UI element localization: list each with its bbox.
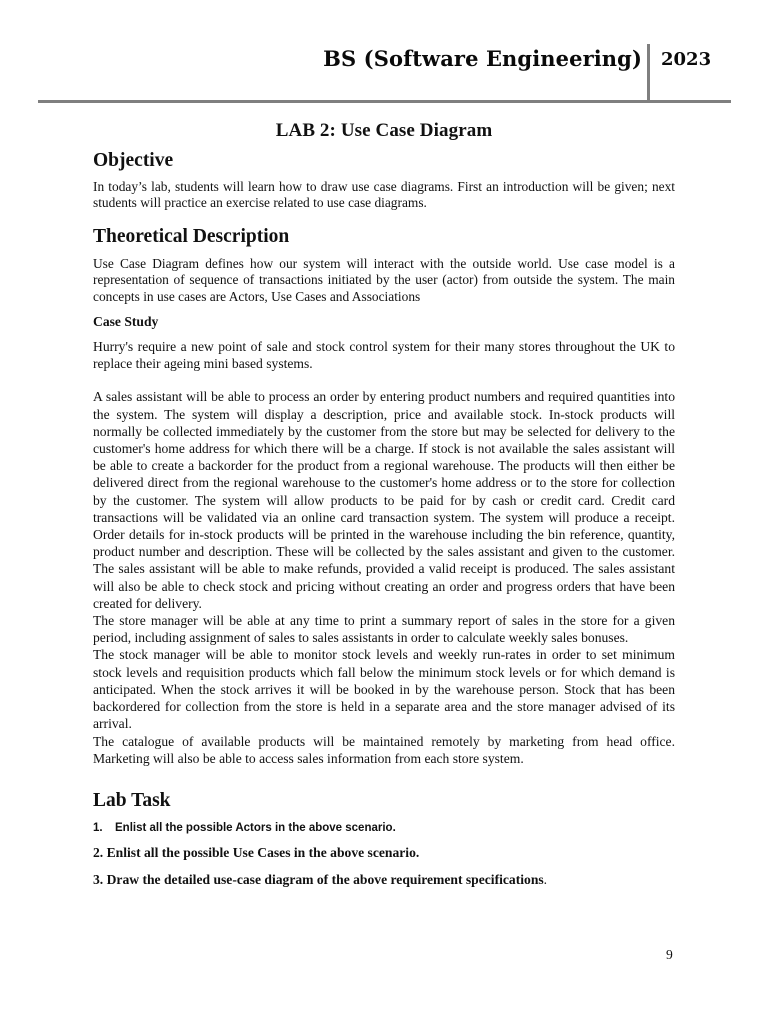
objective-heading: Objective	[93, 150, 174, 171]
task-item-1	[93, 822, 675, 834]
theory-heading: Theoretical Description	[93, 225, 290, 247]
theory-text: Use Case Diagram defines how our system will interact with the outside world. Use case model is a representation of sequence of transactions initiated by the user (actor) from outside the system. The main concepts in use cases are Actors, Use Cases and Associations	[93, 255, 675, 304]
case-study-intro: Hurry's require a new point of sale and stock control system for their many stores throughout the UK to replace their ageing mini based systems.	[93, 339, 675, 372]
case-study-paragraph-marketing: The catalogue of available products will be maintained remotely by marketing from head office. Marketing will also be able to access sales information from each store system.	[93, 733, 675, 766]
lab-title: LAB 2: Use Case Diagram	[275, 120, 493, 141]
page-number: 9	[666, 947, 673, 962]
task-item-2: 2. Enlist all the possible Use Cases in the above scenario.	[93, 844, 420, 860]
page-header	[0, 0, 768, 104]
objective-text: In today’s lab, students will learn how to draw use case diagrams. First an introduction will be given; next students will practice an exercise related to use case diagrams.	[93, 179, 675, 211]
document-body	[93, 120, 675, 888]
lab-task-heading: Lab Task	[93, 789, 171, 811]
task-item-3	[93, 872, 675, 888]
header-divider-vertical	[647, 44, 650, 102]
case-study-paragraph-store-manager: The store manager will be able at any time to print a summary report of sales in the store for a given period, including assignment of sales to sales assistants in order to calculate weekly sales bonuses.	[93, 613, 675, 646]
course-title: BS (Software Engineering)	[323, 46, 642, 71]
task-period: .	[543, 871, 548, 887]
case-study-paragraph-stock-manager: The stock manager will be able to monitor stock levels and weekly run-rates in order to set minimum stock levels and requisition products which fall below the minimum stock levels or for which demand is anticipated. When the stock arrives it will be booked in by the warehouse person. Stock that has been backordered for collection from the store is held in a separate area and the store manager advised of its arrival.	[93, 647, 675, 732]
task-text: Enlist all the possible Actors in the above scenario.	[115, 821, 396, 834]
task-text: 3. Draw the detailed use-case diagram of the above requirement specifications	[93, 871, 544, 887]
case-study-heading: Case Study	[93, 314, 159, 330]
header-divider-horizontal	[38, 100, 731, 103]
course-year: 2023	[661, 49, 712, 70]
task-number: 1.	[93, 821, 103, 834]
case-study-paragraph-sales: A sales assistant will be able to process an order by entering product numbers and required quantities into the system. The system will display a description, price and available stock. In-stock products will normally be collected immediately by the customer from the store but may be selected for delivery to the customer's home address for which there will be a charge. If stock is not available the sales assistant will be able to create a backorder for the product from a regional warehouse. The products will then either be delivered direct from the regional warehouse to the customer's home address or to the store for collection by the customer. The system will allow products to be paid for by cash or credit card. Credit card transactions will be validated via an online card transaction system. The system will produce a receipt. Order details for in-stock products will be printed in the warehouse including the bin reference, quantity, product number and description. These will be collected by the sales assistant and given to the customer. The sales assistant will be able to make refunds, provided a valid receipt is produced. The sales assistant will also be able to check stock and pricing without creating an order and progress orders that have been created for delivery.	[93, 389, 675, 611]
